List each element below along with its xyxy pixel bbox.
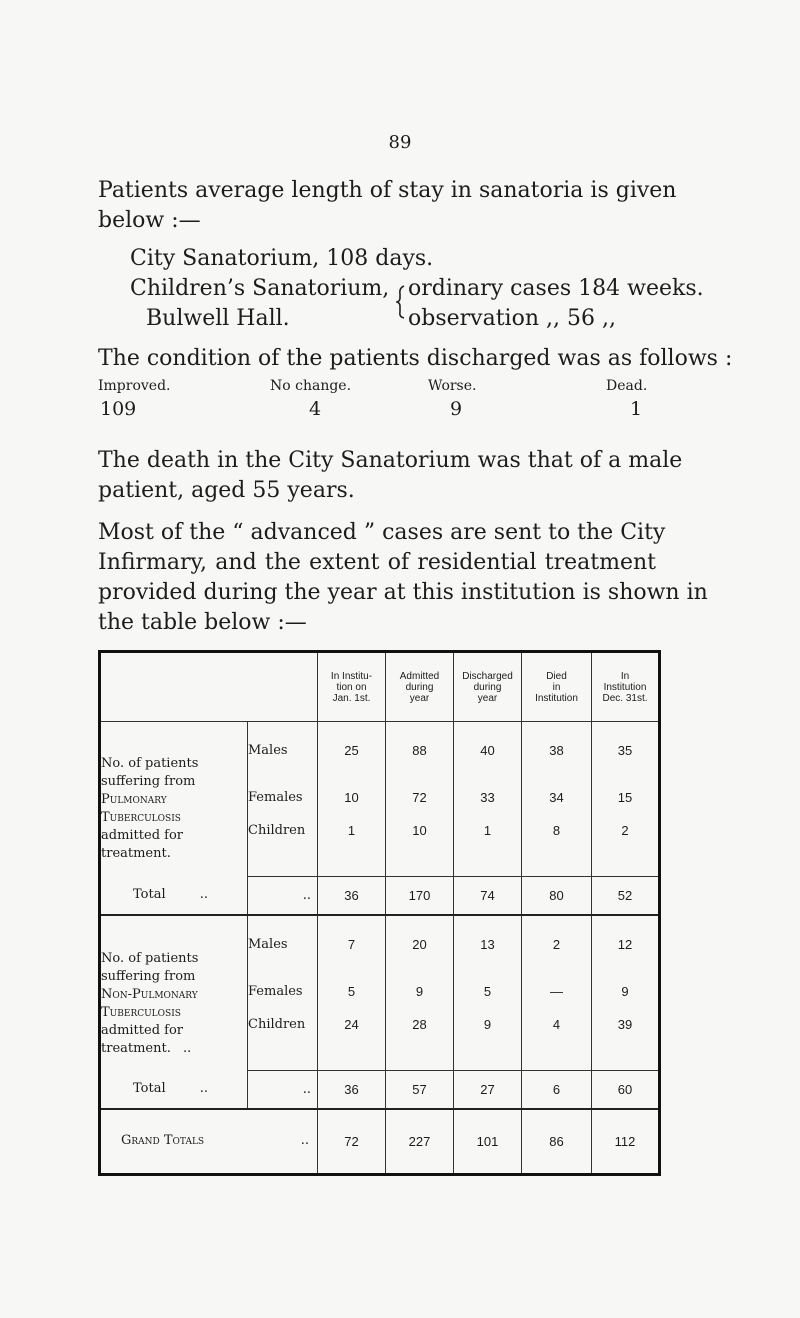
advanced-line-4: the table below :—: [98, 610, 307, 635]
row-sub-label: Females: [248, 779, 318, 817]
pulmonary-label-line: treatment.: [101, 846, 171, 862]
grand-total-text: Grand Totals: [121, 1133, 205, 1149]
advanced-line-3: provided during the year at this institution is shown in: [98, 580, 708, 605]
row-sub-label: Males: [248, 915, 318, 973]
table-cell: 74: [454, 877, 522, 915]
table-row-total: [100, 877, 660, 915]
table-cell: 40: [454, 722, 522, 779]
pulmonary-label-line: No. of patients: [101, 756, 199, 772]
table-cell: 57: [386, 1071, 454, 1109]
table-cell: 36: [318, 1071, 386, 1109]
non-pulmonary-label-line: suffering from: [101, 969, 196, 984]
table-cell: 15: [592, 779, 660, 817]
table-cell: 35: [592, 722, 660, 779]
table-cell: 10: [318, 779, 386, 817]
table-cell: 36: [318, 877, 386, 915]
total-sub: ..: [248, 877, 318, 915]
table-cell: 2: [592, 817, 660, 877]
table-cell: 72: [318, 1109, 386, 1175]
death-line-1: The death in the City Sanatorium was that of a male: [98, 448, 683, 473]
total-dots: ..: [199, 887, 209, 902]
pulmonary-label: [100, 722, 248, 877]
table-header-discharged: Discharged during year: [454, 652, 522, 722]
table-cell: 227: [386, 1109, 454, 1175]
condition-header-improved: Improved.: [98, 378, 171, 394]
table-cell: 38: [522, 722, 592, 779]
table-header-jan: In Institu- tion on Jan. 1st.: [318, 652, 386, 722]
condition-header-dead: Dead.: [606, 378, 648, 394]
row-sub-label: Children: [248, 1011, 318, 1071]
condition-value-dead: 1: [630, 398, 643, 420]
observation-cases-stay: observation ,, 56 ,,: [408, 306, 616, 331]
table-cell: 28: [386, 1011, 454, 1071]
table-cell: 60: [592, 1071, 660, 1109]
table-cell: 6: [522, 1071, 592, 1109]
pulmonary-label-line: admitted for: [101, 828, 184, 844]
non-pulmonary-label-line: No. of patients: [101, 951, 199, 966]
city-sanatorium-stay: City Sanatorium, 108 days.: [130, 246, 434, 271]
table-cell: 86: [522, 1109, 592, 1175]
advanced-line-1: Most of the “ advanced ” cases are sent to the City: [98, 520, 666, 545]
table-row: [100, 722, 660, 779]
table-cell: 9: [386, 973, 454, 1011]
table-cell: 39: [592, 1011, 660, 1071]
table-cell: 52: [592, 877, 660, 915]
page-number: 89: [388, 132, 412, 153]
total-text: Total: [133, 887, 166, 902]
non-pulmonary-label-line: Tuberculosis: [101, 1005, 181, 1020]
table-cell: 9: [592, 973, 660, 1011]
non-pulmonary-label-line: [101, 1040, 247, 1058]
table-cell: 1: [318, 817, 386, 877]
pulmonary-label-line: Tuberculosis: [101, 810, 181, 826]
table-cell: 34: [522, 779, 592, 817]
ordinary-cases-stay: ordinary cases 184 weeks.: [408, 276, 704, 301]
intro-line-1: Patients average length of stay in sanatoria is given: [98, 178, 677, 203]
table-cell: 25: [318, 722, 386, 779]
non-pulmonary-label-line: Non-Pulmonary: [101, 987, 198, 1002]
total-dots: ..: [199, 1081, 209, 1096]
condition-text: The condition of the patients discharged was as follows :: [98, 346, 733, 371]
table-cell: 112: [592, 1109, 660, 1175]
condition-value-no-change: 4: [309, 398, 322, 420]
table-row: [100, 915, 660, 973]
condition-header-worse: Worse.: [428, 378, 477, 394]
table-cell: 101: [454, 1109, 522, 1175]
table-cell: 170: [386, 877, 454, 915]
table-cell: 24: [318, 1011, 386, 1071]
table-cell: 4: [522, 1011, 592, 1071]
row-sub-label: Children: [248, 817, 318, 877]
table-cell: 27: [454, 1071, 522, 1109]
table-row-total: [100, 1071, 660, 1109]
table-row-grand-total: [100, 1109, 660, 1175]
table-cell: 33: [454, 779, 522, 817]
grand-total-label: [100, 1109, 318, 1175]
table-cell: 20: [386, 915, 454, 973]
table-cell: 5: [318, 973, 386, 1011]
table-cell: 8: [522, 817, 592, 877]
condition-value-worse: 9: [450, 398, 463, 420]
table-header-died: Died in Institution: [522, 652, 592, 722]
total-label: [100, 1071, 248, 1109]
pulmonary-label-line: suffering from: [101, 774, 196, 790]
table-cell: 80: [522, 877, 592, 915]
table-header-dec: In Institution Dec. 31st.: [592, 652, 660, 722]
total-text: Total: [133, 1081, 166, 1096]
row-sub-label: Females: [248, 973, 318, 1011]
intro-line-2: below :—: [98, 208, 201, 233]
table-cell: 88: [386, 722, 454, 779]
condition-header-no-change: No change.: [270, 378, 352, 394]
table-cell: 13: [454, 915, 522, 973]
table-header-blank: [100, 652, 318, 722]
advanced-line-2: Infirmary, and the extent of residential treatment: [98, 550, 656, 575]
table-cell: 72: [386, 779, 454, 817]
table-cell: 12: [592, 915, 660, 973]
row-sub-label: Males: [248, 722, 318, 779]
death-line-2: patient, aged 55 years.: [98, 478, 355, 503]
bulwell-hall: Bulwell Hall.: [146, 306, 290, 331]
grand-total-dots: ..: [300, 1133, 309, 1149]
total-label: [100, 877, 248, 915]
non-pulmonary-label-text: treatment.: [101, 1041, 171, 1056]
condition-value-improved: 109: [100, 398, 137, 420]
non-pulmonary-label: [100, 915, 248, 1071]
brace-icon: [396, 284, 406, 320]
table-cell: 2: [522, 915, 592, 973]
table-cell: 10: [386, 817, 454, 877]
table-header-admitted: Admitted during year: [386, 652, 454, 722]
table-cell: 7: [318, 915, 386, 973]
table-cell: —: [522, 973, 592, 1011]
table-cell: 9: [454, 1011, 522, 1071]
total-sub: ..: [248, 1071, 318, 1109]
table-header-row: [100, 652, 660, 722]
pulmonary-label-line: Pulmonary: [101, 792, 167, 808]
table-cell: 1: [454, 817, 522, 877]
childrens-sanatorium: Children’s Sanatorium,: [130, 276, 390, 301]
residential-treatment-table: [98, 650, 661, 1176]
non-pulmonary-label-line: admitted for: [101, 1023, 184, 1038]
table-cell: 5: [454, 973, 522, 1011]
non-pulmonary-label-dots: ..: [183, 1041, 192, 1056]
